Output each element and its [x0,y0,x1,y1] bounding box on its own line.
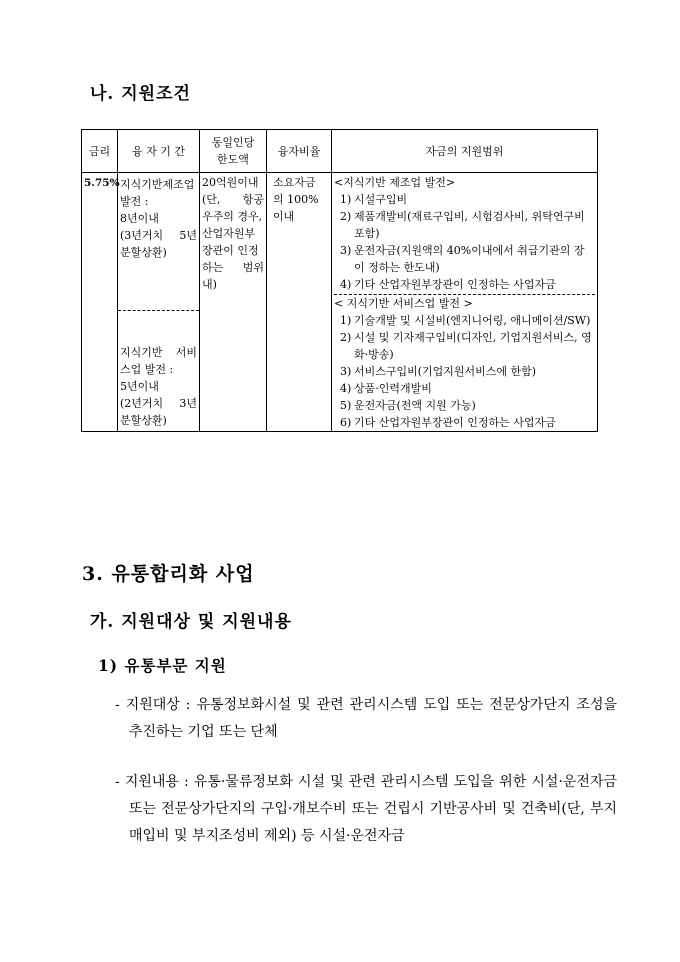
section-heading-distribution: 3. 유통합리화 사업 [82,563,255,585]
list-item: 3) 운전자금(지원액의 40%이내에서 취급기관의 장이 정하는 한도내) [340,244,585,274]
ratio-line: 이내 [273,210,295,223]
table-body-row [82,173,598,432]
scope-title: <지식기반 제조업 발전> [334,176,456,189]
list-item: 1) 시설구입비 [340,193,408,206]
ratio-line: 의 100% [273,193,319,206]
header-limit [200,130,267,173]
list-item: 3) 서비스구입비(기업지원서비스에 한함) [340,365,537,378]
limit-line: 내) [202,278,217,291]
support-conditions-table [81,129,598,432]
header-limit-line1: 동일인당 [211,136,255,149]
list-item: 2) 제품개발비(재료구입비, 시험검사비, 위탁연구비 포함) [340,210,585,240]
cell-scope [332,173,598,432]
limit-line: (단, 항공 [202,193,264,206]
list-item: 4) 기타 산업자원부장관이 인정하는 사업자금 [340,278,556,291]
list-item: 1) 기술개발 및 시설비(엔지니어링, 애니메이션/SW) [340,314,591,327]
section-heading-distribution-support: 1) 유통부문 지원 [98,656,227,675]
header-ratio: 융자비율 [267,130,332,173]
list-item: 2) 시설 및 기자재구입비(디자인, 기업지원서비스, 영화·방송) [340,331,592,361]
header-period: 융 자 기 간 [118,130,200,173]
limit-line: 하는 범위 [202,261,264,274]
scope-manufacturing [334,174,595,295]
cell-period [118,173,200,432]
period-line: 스업 발전 : [120,363,174,376]
cell-rate: 5.75% [82,173,118,432]
support-content-paragraph: - 지원내용 : 유통·물류정보화 시설 및 관련 관리시스템 도입을 위한 시설·운전자금 또는 전문상가단지의 구입·개보수비 또는 건립시 기반공사비 및 건축비(단, 부지매입비 및 부지조성비 제외) 등 시설·운전자금 [115,774,617,844]
limit-line: 20억원이내 [202,176,259,189]
period-line: 분할상환) [120,414,167,427]
table-header-row [82,130,598,173]
limit-line: 장관이 인정 [202,244,259,257]
support-target-paragraph: - 지원대상 : 유통정보화시설 및 관련 관리시스템 도입 또는 전문상가단지 조성을 추진하는 기업 또는 단체 [115,697,617,740]
section-heading-target-content: 가. 지원대상 및 지원내용 [90,612,292,632]
period-line: 8년이내 [120,212,159,225]
period-line: 5년이내 [120,380,159,393]
period-line: 지식기반제조업 [120,178,195,191]
period-line: 발전 : [120,195,149,208]
scope-service [334,295,595,431]
period-service [120,311,197,429]
list-item: 6) 기타 산업자원부장관이 인정하는 사업자금 [340,416,556,429]
period-line: 분할상환) [120,246,167,259]
cell-limit [200,173,267,432]
limit-line: 산업자원부 [202,227,256,240]
period-line: 지식기반 서비 [120,346,197,359]
period-line: (2년거치 3년 [120,397,197,410]
scope-title: < 지식기반 서비스업 발전 > [334,297,473,310]
ratio-line: 소요자금 [273,176,316,189]
list-item: 4) 상품·인력개발비 [340,382,432,395]
header-scope: 자금의 지원범위 [332,130,598,173]
cell-ratio [267,173,332,432]
period-line: (3년거치 5년 [120,229,197,242]
section-heading-support-conditions: 나. 지원조건 [90,84,191,104]
header-limit-line2: 한도액 [217,153,249,166]
limit-line: 우주의 경우, [202,210,263,223]
header-rate: 금리 [82,130,118,173]
period-manufacturing [120,176,197,310]
list-item: 5) 운전자금(전액 지원 가능) [340,399,476,412]
